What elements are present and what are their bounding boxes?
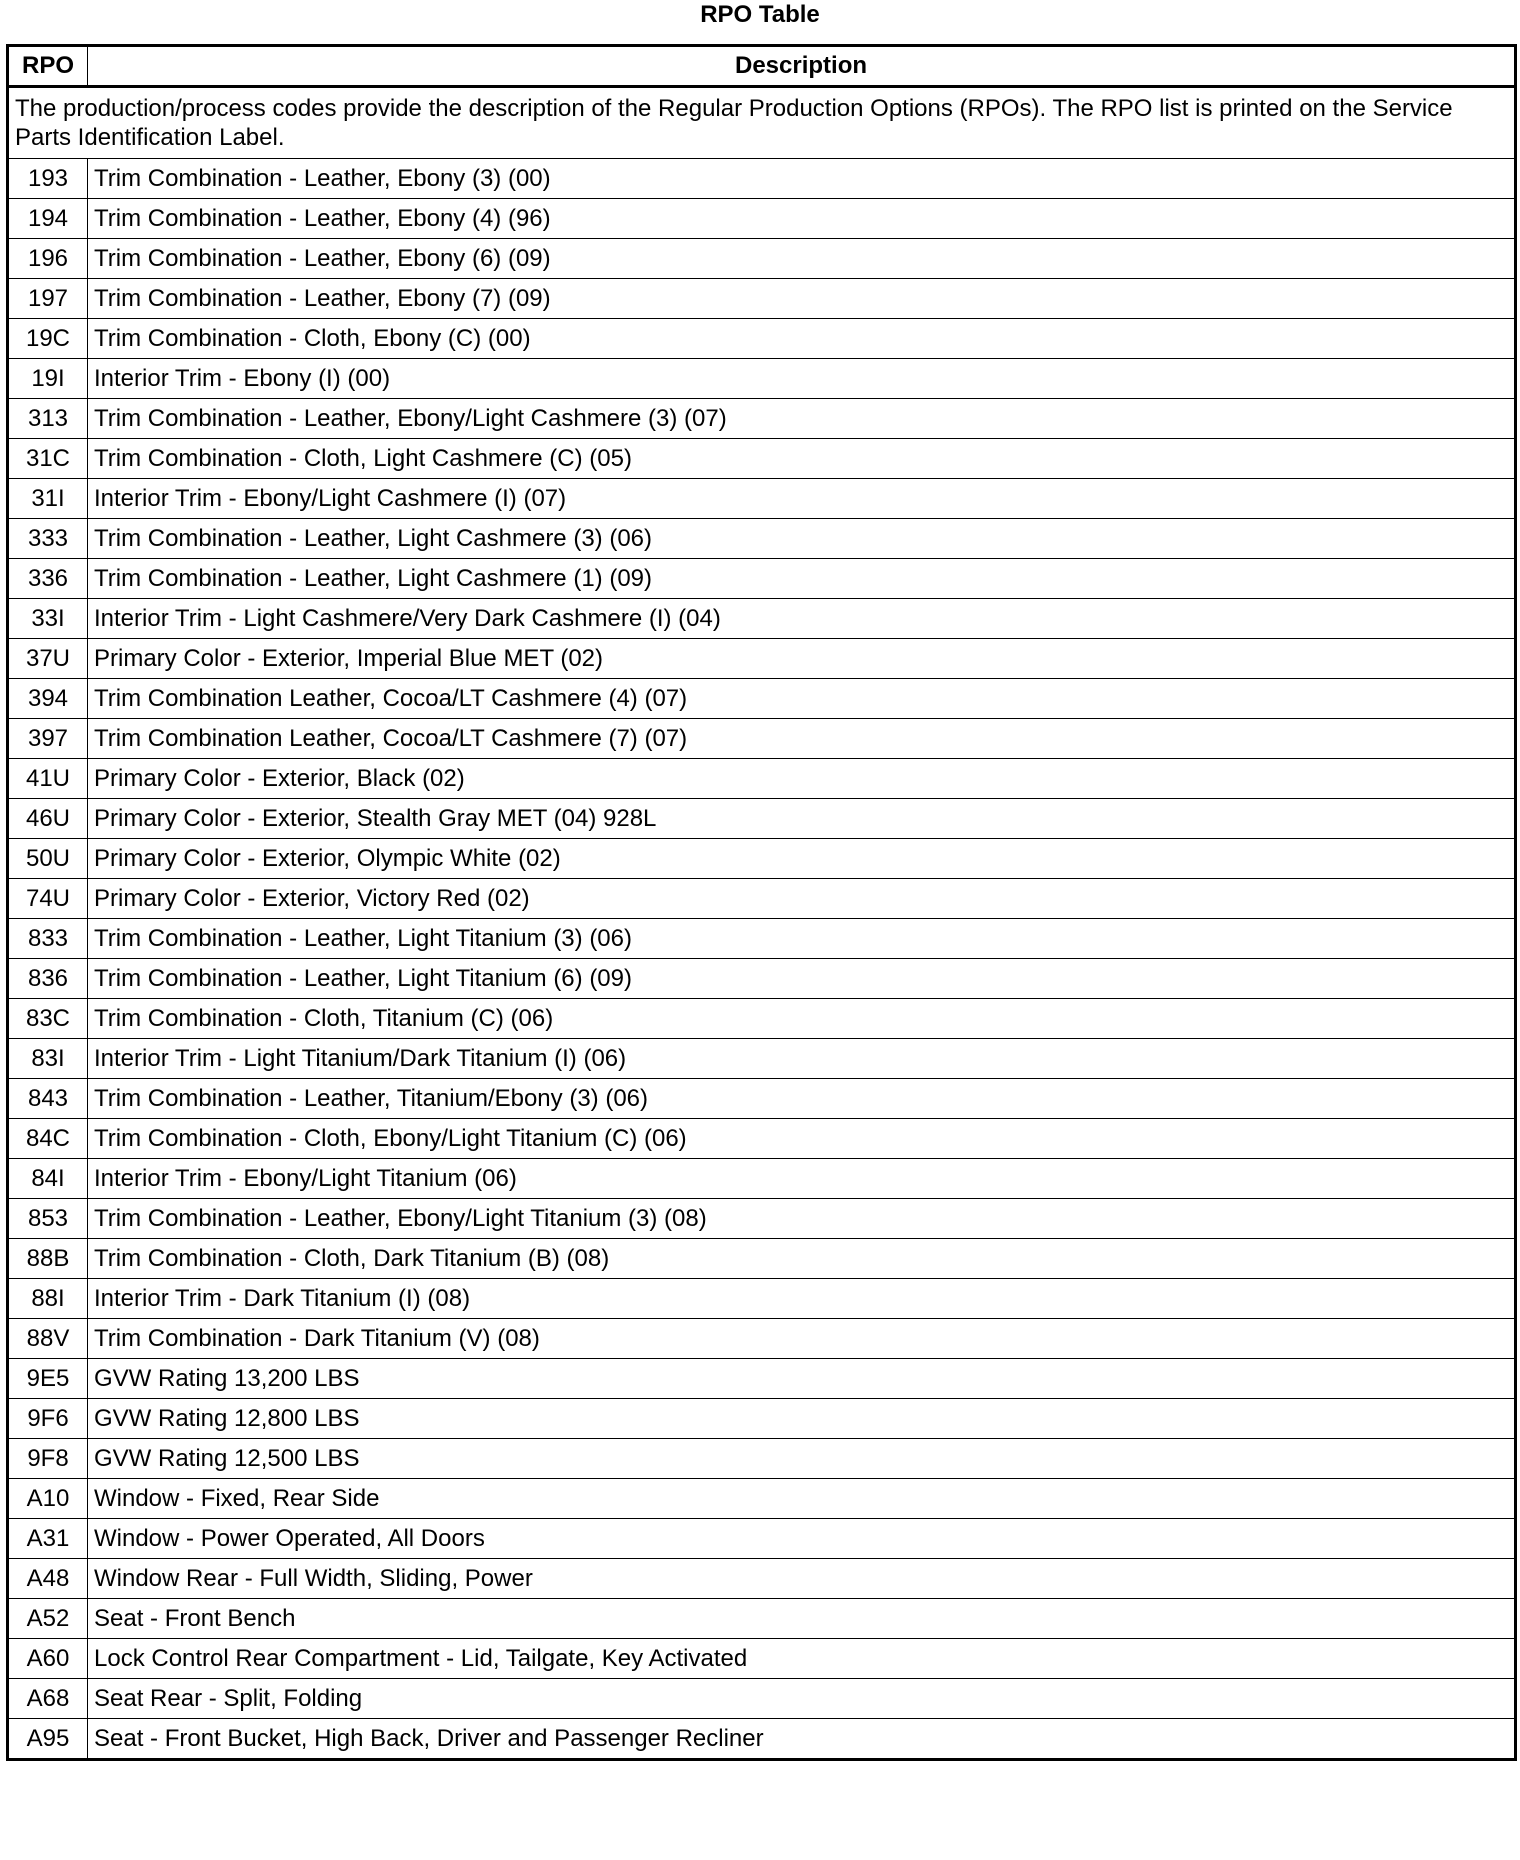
rpo-code-cell: A95 — [8, 1719, 88, 1760]
rpo-code-cell: 33I — [8, 599, 88, 639]
rpo-code-cell: 88V — [8, 1319, 88, 1359]
rpo-description-cell: Window Rear - Full Width, Sliding, Power — [88, 1559, 1516, 1599]
table-title: RPO Table — [700, 1, 820, 28]
table-row — [8, 1479, 1516, 1519]
rpo-code-cell: 37U — [8, 639, 88, 679]
rpo-description-cell: Seat - Front Bench — [88, 1599, 1516, 1639]
table-row — [8, 1399, 1516, 1439]
rpo-code-cell: 336 — [8, 559, 88, 599]
rpo-description-cell: Trim Combination - Cloth, Light Cashmere (C) (05) — [88, 439, 1516, 479]
rpo-description-cell: Interior Trim - Ebony/Light Titanium (06) — [88, 1159, 1516, 1199]
table-row — [8, 959, 1516, 999]
rpo-description-cell: Interior Trim - Dark Titanium (I) (08) — [88, 1279, 1516, 1319]
table-body — [8, 87, 1516, 1760]
rpo-description-cell: Trim Combination - Cloth, Dark Titanium (B) (08) — [88, 1239, 1516, 1279]
table-row — [8, 599, 1516, 639]
table-row — [8, 879, 1516, 919]
rpo-code-cell: A52 — [8, 1599, 88, 1639]
table-row — [8, 319, 1516, 359]
rpo-code-cell: 196 — [8, 239, 88, 279]
table-row — [8, 1319, 1516, 1359]
table-row — [8, 1279, 1516, 1319]
rpo-description-cell: Interior Trim - Light Titanium/Dark Titanium (I) (06) — [88, 1039, 1516, 1079]
rpo-description-cell: Trim Combination - Leather, Ebony/Light Cashmere (3) (07) — [88, 399, 1516, 439]
rpo-code-cell: 88I — [8, 1279, 88, 1319]
table-row — [8, 359, 1516, 399]
rpo-description-cell: GVW Rating 12,500 LBS — [88, 1439, 1516, 1479]
rpo-description-cell: Primary Color - Exterior, Olympic White (02) — [88, 839, 1516, 879]
rpo-description-cell: Lock Control Rear Compartment - Lid, Tailgate, Key Activated — [88, 1639, 1516, 1679]
rpo-code-cell: 19I — [8, 359, 88, 399]
rpo-code-cell: 74U — [8, 879, 88, 919]
table-row — [8, 279, 1516, 319]
rpo-code-cell: 83C — [8, 999, 88, 1039]
rpo-description-cell: Trim Combination - Cloth, Ebony (C) (00) — [88, 319, 1516, 359]
rpo-description-cell: Seat - Front Bucket, High Back, Driver and Passenger Recliner — [88, 1719, 1516, 1760]
rpo-description-cell: Seat Rear - Split, Folding — [88, 1679, 1516, 1719]
rpo-code-cell: 41U — [8, 759, 88, 799]
rpo-description-cell: Primary Color - Exterior, Victory Red (02) — [88, 879, 1516, 919]
rpo-description-cell: Trim Combination - Leather, Ebony (6) (09) — [88, 239, 1516, 279]
rpo-description-cell: Interior Trim - Ebony/Light Cashmere (I) (07) — [88, 479, 1516, 519]
rpo-code-cell: 50U — [8, 839, 88, 879]
table-row — [8, 1719, 1516, 1760]
rpo-description-cell: Trim Combination - Leather, Light Cashmere (3) (06) — [88, 519, 1516, 559]
rpo-code-cell: A48 — [8, 1559, 88, 1599]
rpo-description-cell: Window - Power Operated, All Doors — [88, 1519, 1516, 1559]
table-row — [8, 1119, 1516, 1159]
rpo-description-cell: Trim Combination - Cloth, Ebony/Light Titanium (C) (06) — [88, 1119, 1516, 1159]
table-row — [8, 719, 1516, 759]
rpo-code-cell: 197 — [8, 279, 88, 319]
table-row — [8, 1519, 1516, 1559]
rpo-code-cell: 193 — [8, 159, 88, 199]
table-row — [8, 999, 1516, 1039]
rpo-code-cell: 84C — [8, 1119, 88, 1159]
table-row — [8, 679, 1516, 719]
table-row — [8, 1039, 1516, 1079]
rpo-description-cell: Trim Combination - Leather, Ebony/Light Titanium (3) (08) — [88, 1199, 1516, 1239]
rpo-description-cell: Primary Color - Exterior, Black (02) — [88, 759, 1516, 799]
table-row — [8, 1439, 1516, 1479]
rpo-description-cell: GVW Rating 13,200 LBS — [88, 1359, 1516, 1399]
rpo-code-cell: A31 — [8, 1519, 88, 1559]
rpo-code-cell: 31C — [8, 439, 88, 479]
table-row — [8, 1159, 1516, 1199]
rpo-description-cell: Trim Combination - Dark Titanium (V) (08) — [88, 1319, 1516, 1359]
table-row — [8, 159, 1516, 199]
rpo-code-cell: 83I — [8, 1039, 88, 1079]
column-header-description: Description — [88, 46, 1516, 87]
table-row — [8, 639, 1516, 679]
rpo-description-cell: GVW Rating 12,800 LBS — [88, 1399, 1516, 1439]
header-row — [8, 46, 1516, 87]
table-row — [8, 1359, 1516, 1399]
rpo-code-cell: 88B — [8, 1239, 88, 1279]
rpo-description-cell: Trim Combination - Leather, Light Titanium (3) (06) — [88, 919, 1516, 959]
rpo-code-cell: 397 — [8, 719, 88, 759]
rpo-code-cell: A60 — [8, 1639, 88, 1679]
rpo-description-cell: Primary Color - Exterior, Stealth Gray MET (04) 928L — [88, 799, 1516, 839]
rpo-code-cell: 836 — [8, 959, 88, 999]
rpo-description-cell: Trim Combination - Cloth, Titanium (C) (06) — [88, 999, 1516, 1039]
table-row — [8, 1559, 1516, 1599]
table-row — [8, 1239, 1516, 1279]
table-row — [8, 439, 1516, 479]
rpo-description-cell: Window - Fixed, Rear Side — [88, 1479, 1516, 1519]
rpo-code-cell: 19C — [8, 319, 88, 359]
table-row — [8, 1679, 1516, 1719]
rpo-code-cell: 9E5 — [8, 1359, 88, 1399]
rpo-code-cell: A68 — [8, 1679, 88, 1719]
rpo-code-cell: 194 — [8, 199, 88, 239]
rpo-code-cell: 853 — [8, 1199, 88, 1239]
rpo-description-cell: Trim Combination - Leather, Ebony (7) (09) — [88, 279, 1516, 319]
rpo-description-cell: Trim Combination - Leather, Ebony (4) (96) — [88, 199, 1516, 239]
column-header-rpo: RPO — [8, 46, 88, 87]
rpo-code-cell: 46U — [8, 799, 88, 839]
rpo-code-cell: 9F8 — [8, 1439, 88, 1479]
table-row — [8, 199, 1516, 239]
table-row — [8, 1199, 1516, 1239]
rpo-description-cell: Trim Combination - Leather, Light Cashmere (1) (09) — [88, 559, 1516, 599]
table-row — [8, 1079, 1516, 1119]
table-row — [8, 239, 1516, 279]
intro-text: The production/process codes provide the description of the Regular Production Options (RPOs). The RPO list is printed on the Service Parts Identification Label. — [8, 87, 1516, 159]
rpo-description-cell: Interior Trim - Ebony (I) (00) — [88, 359, 1516, 399]
rpo-code-cell: 394 — [8, 679, 88, 719]
table-row — [8, 919, 1516, 959]
rpo-description-cell: Trim Combination - Leather, Light Titanium (6) (09) — [88, 959, 1516, 999]
rpo-code-cell: 9F6 — [8, 1399, 88, 1439]
rpo-description-cell: Trim Combination Leather, Cocoa/LT Cashmere (4) (07) — [88, 679, 1516, 719]
rpo-code-cell: 843 — [8, 1079, 88, 1119]
document-page — [6, 0, 1514, 1761]
rpo-description-cell: Trim Combination - Leather, Titanium/Ebony (3) (06) — [88, 1079, 1516, 1119]
table-row — [8, 1639, 1516, 1679]
rpo-code-cell: 84I — [8, 1159, 88, 1199]
rpo-code-cell: 833 — [8, 919, 88, 959]
rpo-description-cell: Interior Trim - Light Cashmere/Very Dark Cashmere (I) (04) — [88, 599, 1516, 639]
table-row — [8, 839, 1516, 879]
rpo-code-cell: A10 — [8, 1479, 88, 1519]
rpo-code-cell: 313 — [8, 399, 88, 439]
rpo-description-cell: Primary Color - Exterior, Imperial Blue MET (02) — [88, 639, 1516, 679]
rpo-code-cell: 31I — [8, 479, 88, 519]
table-row — [8, 399, 1516, 439]
table-row — [8, 559, 1516, 599]
table-row — [8, 1599, 1516, 1639]
rpo-table — [6, 44, 1517, 1761]
table-row — [8, 799, 1516, 839]
rpo-code-cell: 333 — [8, 519, 88, 559]
rpo-description-cell: Trim Combination - Leather, Ebony (3) (00) — [88, 159, 1516, 199]
intro-row — [8, 87, 1516, 159]
table-row — [8, 519, 1516, 559]
table-row — [8, 479, 1516, 519]
table-row — [8, 759, 1516, 799]
rpo-description-cell: Trim Combination Leather, Cocoa/LT Cashmere (7) (07) — [88, 719, 1516, 759]
